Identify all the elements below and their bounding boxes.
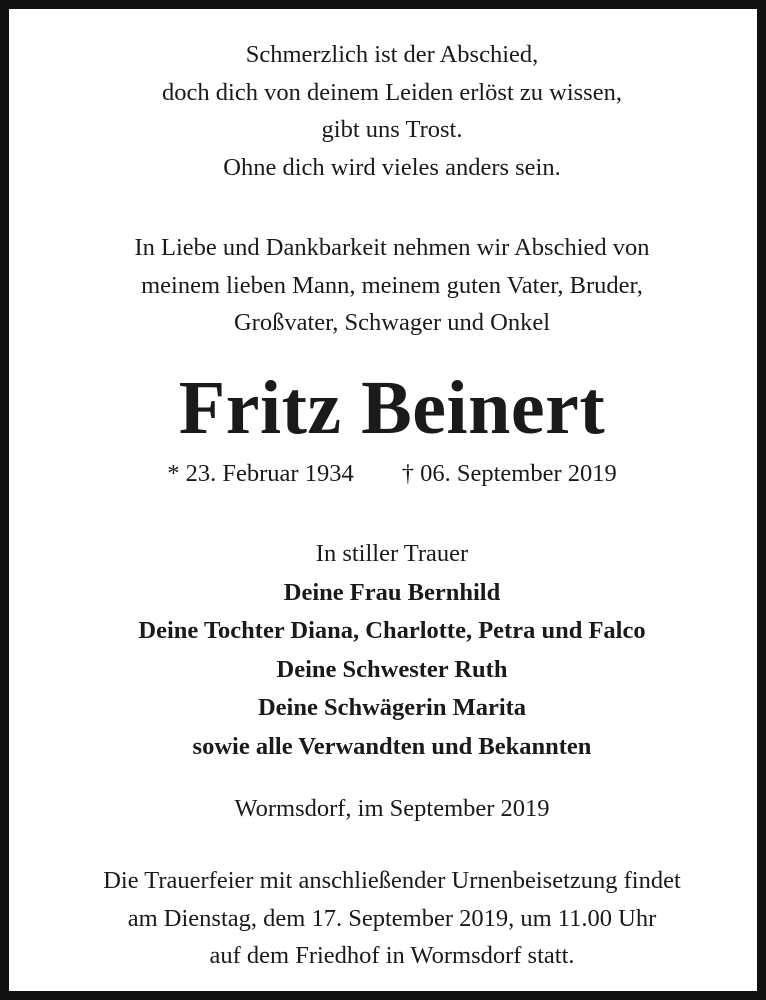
mourner-line-1: Deine Frau Bernhild [283,578,501,606]
verse-line-2: doch dich von deinem Leiden erlöst zu wissen, [162,78,622,106]
death-date: † 06. September 2019 [401,460,617,487]
deceased-name: Fritz Beinert [178,366,606,450]
birth-date: * 23. Februar 1934 [167,460,354,487]
place-date: Wormsdorf, im September 2019 [234,795,550,822]
mourner-line-2: Deine Tochter Diana, Charlotte, Petra und Falco [138,617,646,644]
verse-line-3: gibt uns Trost. [321,116,463,143]
intro-line-3: Großvater, Schwager und Onkel [233,309,551,336]
service-line-1: Die Trauerfeier mit anschließender Urnenbeisetzung findet [103,867,681,894]
service-line-3: auf dem Friedhof in Wormsdorf statt. [209,942,575,969]
farewell-intro [18,229,766,342]
mourner-line-4: Deine Schwägerin Marita [257,694,527,721]
mourning-intro: In stiller Trauer [315,540,469,567]
intro-line-1: In Liebe und Dankbarkeit nehmen wir Abschied von [134,234,650,261]
verse-line-1: Schmerzlich ist der Abschied, [245,41,539,68]
mourner-line-5: sowie alle Verwandten und Bekannten [192,732,592,760]
mourner-line-3: Deine Schwester Ruth [276,655,508,683]
mourners [18,535,766,766]
life-dates [18,457,766,491]
verse-line-4: Ohne dich wird vieles anders sein. [223,153,561,181]
verse [18,36,766,186]
service-line-2: am Dienstag, dem 17. September 2019, um 11.00 Uhr [127,904,657,932]
intro-line-2: meinem lieben Mann, meinem guten Vater, Bruder, [141,271,643,299]
funeral-service-info [18,862,766,975]
